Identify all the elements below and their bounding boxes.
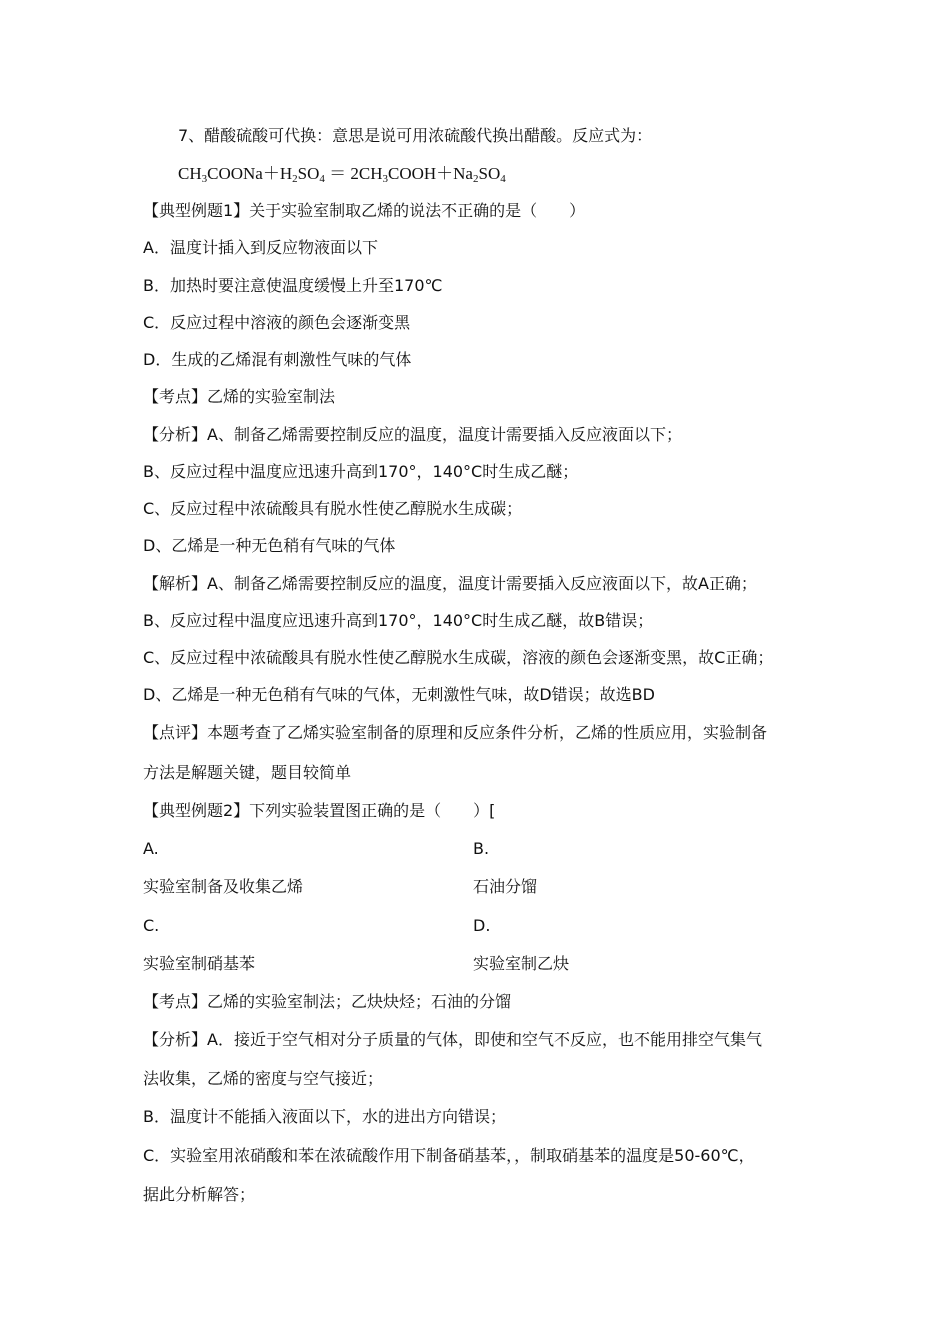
reaction-equation: $CH_3COONa+H_2SO_4$ ＝ $2CH_3COOH+Na_2SO_4$ [178,164,506,185]
option-b-caption: 石油分馏 [473,877,538,896]
solution-line: C、反应过程中浓硫酸具有脱水性使乙醇脱水生成碳，溶液的颜色会逐渐变黑，故C正确； [143,648,774,667]
example-heading: 【典型例题1】关于实验室制取乙烯的说法不正确的是（ ） [143,201,586,220]
option-a: A．温度计插入到反应物液面以下 [143,238,378,257]
option-d: D．生成的乙烯混有刺激性气味的气体 [143,350,412,369]
option-c-label: C. [143,916,160,935]
option-b: B．加热时要注意使温度缓慢上升至170℃ [143,276,443,295]
comment-line: 方法是解题关键，题目较简单 [143,763,352,782]
example-heading: 【典型例题2】下列实验装置图正确的是（ ）[ [143,801,496,820]
key-point: 【考点】乙烯的实验室制法；乙炔炔烃；石油的分馏 [143,992,512,1011]
solution-line: B、反应过程中温度应迅速升高到170°，140°C时生成乙醚，故B错误； [143,611,654,630]
option-c-caption: 实验室制硝基苯 [143,954,256,973]
analysis-line: C．实验室用浓硝酸和苯在浓硫酸作用下制备硝基苯，，制取硝基苯的温度是50-60℃， [143,1146,755,1165]
key-point: 【考点】乙烯的实验室制法 [143,387,336,406]
analysis-line: 【分析】A．接近于空气相对分子质量的气体，即使和空气不反应，也不能用排空气集气 [143,1030,762,1049]
text-line: 7、醋酸硫酸可代换：意思是说可用浓硫酸代换出醋酸。反应式为： [178,126,653,145]
analysis-line: B．温度计不能插入液面以下，水的进出方向错误； [143,1107,506,1126]
comment-line: 【点评】本题考查了乙烯实验室制备的原理和反应条件分析，乙烯的性质应用，实验制备 [143,723,768,742]
analysis-line: D、乙烯是一种无色稍有气味的气体 [143,536,396,555]
analysis-line: 据此分析解答； [143,1185,256,1204]
solution-line: D、乙烯是一种无色稍有气味的气体，无刺激性气味，故D错误；故选BD [143,685,655,704]
analysis-line: 法收集，乙烯的密度与空气接近； [143,1069,384,1088]
option-a-label: A. [143,839,159,858]
option-d-label: D. [473,916,491,935]
option-b-label: B. [473,839,490,858]
solution-line: 【解析】A、制备乙烯需要控制反应的温度，温度计需要插入反应液面以下，故A正确； [143,574,757,593]
analysis-line: B、反应过程中温度应迅速升高到170°，140°C时生成乙醚； [143,462,579,481]
option-a-caption: 实验室制备及收集乙烯 [143,877,304,896]
analysis-line: 【分析】A、制备乙烯需要控制反应的温度，温度计需要插入反应液面以下； [143,425,682,444]
option-c: C．反应过程中溶液的颜色会逐渐变黑 [143,313,411,332]
option-d-caption: 实验室制乙炔 [473,954,570,973]
analysis-line: C、反应过程中浓硫酸具有脱水性使乙醇脱水生成碳； [143,499,523,518]
